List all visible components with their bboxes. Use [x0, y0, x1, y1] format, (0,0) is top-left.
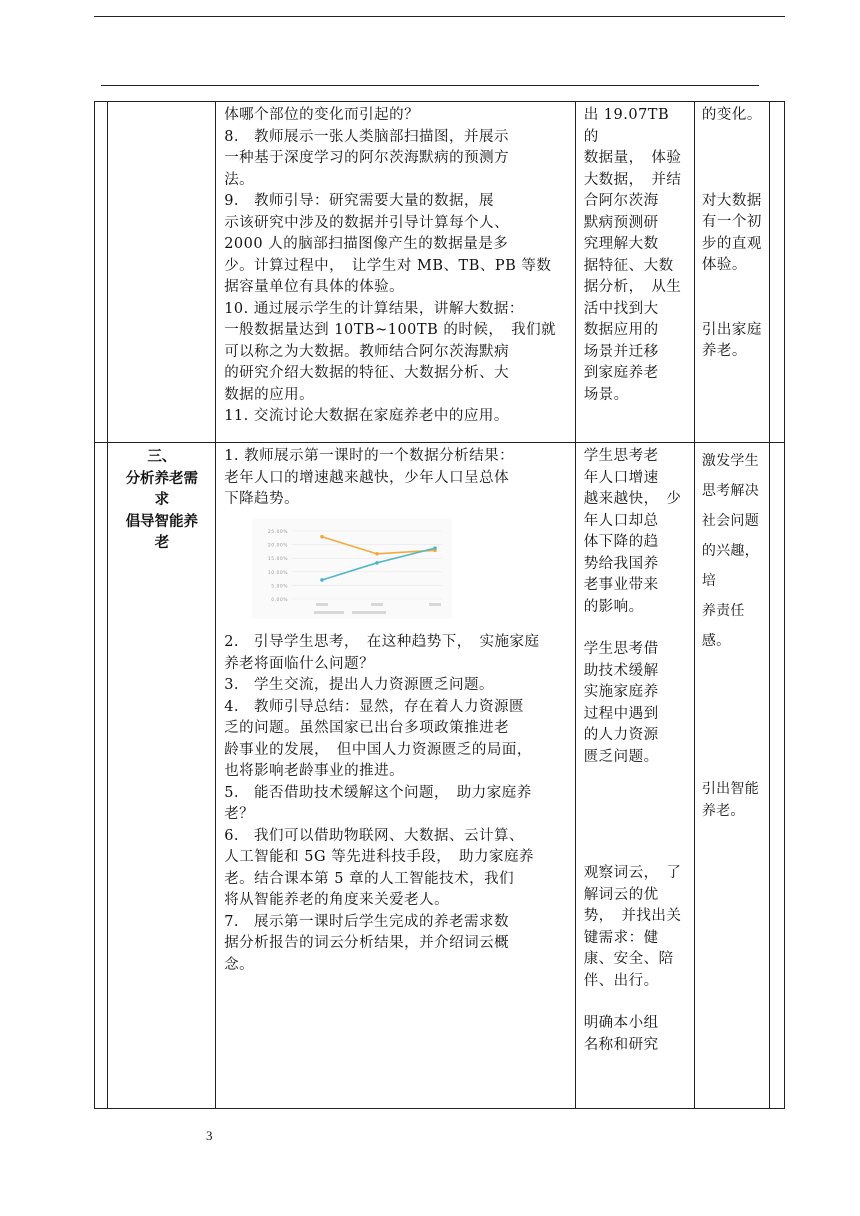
text-line: 3. 学生交流，提出人力资源匮乏问题。: [224, 677, 495, 693]
text-line: 有一个初: [701, 214, 762, 230]
text-line: 活中找到大: [583, 300, 659, 317]
text-line: 也将影响老龄事业的推进。: [224, 763, 405, 779]
legend-entry: [314, 611, 344, 614]
text-line: 老？: [224, 806, 255, 822]
data-point: [375, 561, 379, 565]
text-line: 匮乏问题。: [583, 748, 659, 765]
text-line: 伴、出行。: [583, 972, 659, 989]
text-line: 养责任感。: [701, 603, 745, 649]
text-line: 2. 引导学生思考， 在这种趋势下， 实施家庭: [224, 634, 540, 650]
text-line: 据容量单位有具体的体验。: [224, 279, 405, 295]
text-line: 1. 教师展示第一课时的一个数据分析结果：: [224, 448, 515, 464]
text-line: 明确本小组: [583, 1015, 659, 1031]
text-line: 10. 通过展示学生的计算结果，讲解大数据：: [224, 300, 524, 317]
activity-paragraph: [584, 446, 688, 618]
text-line: 出 19.07TB 的: [583, 107, 670, 145]
text-line: 据分析报告的词云分析结果，并介绍词云概: [224, 935, 510, 951]
text-line: 年人口却总: [583, 512, 659, 529]
text-line: 分析养老需: [125, 469, 199, 487]
header-rule-top: [94, 16, 785, 17]
text-line: 名称和研究: [583, 1036, 659, 1053]
text-line: 体验。: [701, 257, 747, 273]
text-line: 老: [154, 534, 170, 551]
activity-paragraph: [584, 639, 688, 768]
text-line: 的兴趣，培: [701, 543, 760, 589]
stage-cell: [108, 102, 216, 443]
text-line: 的研究介绍大数据的特征、大数据分析、大: [224, 365, 510, 381]
text-line: 养老。: [701, 343, 747, 359]
teacher-activity-text: [216, 102, 575, 428]
purpose-cell: [694, 102, 770, 443]
text-line: 7. 展示第一课时后学生完成的养老需求数: [224, 913, 510, 930]
text-line: 少。计算过程中， 让学生对 MB、TB、PB 等数: [224, 257, 552, 274]
text-line: 老事业带来: [583, 577, 659, 593]
text-line: 6. 我们可以借助物联网、大数据、云计算、: [224, 827, 525, 844]
text-line: 观察词云， 了: [583, 865, 682, 881]
activity-paragraph: [584, 1013, 688, 1056]
x-tick-label: [429, 603, 441, 606]
text-line: 引出智能: [701, 781, 760, 797]
text-line: 8. 教师展示一张人类脑部扫描图，并展示: [224, 128, 510, 145]
purpose-paragraph: [702, 105, 767, 127]
text-line: 数据应用的: [583, 322, 659, 338]
text-line: 倡导智能养: [125, 512, 199, 530]
text-line: 步的直观: [701, 235, 762, 252]
text-line: 养老将面临什么问题？: [224, 655, 375, 672]
y-tick-label: 5.00%: [271, 583, 289, 589]
teacher-activity-cell: [216, 102, 576, 443]
text-line: 年人口增速: [583, 469, 659, 486]
blank-cell: [95, 102, 108, 443]
student-activity-text: [576, 102, 694, 406]
text-line: 大数据， 并结: [583, 171, 682, 188]
text-line: 康、安全、陪: [583, 951, 674, 967]
text-line: 老。结合课本第 5 章的人工智能技术，我们: [224, 870, 515, 887]
page-number: 3: [206, 1128, 213, 1143]
text-line: 求: [154, 491, 170, 508]
text-line: 键需求：健: [583, 929, 659, 946]
text-line: 体哪个部位的变化而引起的？: [224, 107, 420, 123]
text-line: 据特征、大数: [583, 257, 674, 274]
lesson-plan-table: [94, 101, 785, 1109]
purpose-text: [695, 102, 770, 363]
stage-title: [108, 443, 215, 554]
y-tick-label: 10.00%: [268, 570, 289, 576]
text-line: 对大数据: [701, 192, 762, 209]
purpose-paragraph: [702, 320, 767, 363]
blank-cell: [95, 443, 108, 1109]
text-line: 养老。: [701, 803, 745, 819]
text-line: 学生思考借: [583, 641, 659, 657]
teacher-activity-cell: [216, 443, 576, 1109]
text-line: 龄事业的发展， 但中国人力资源匮乏的局面，: [224, 741, 532, 758]
text-line: 实施家庭养: [583, 684, 659, 700]
text-line: 合阿尔茨海: [583, 193, 659, 209]
purpose-cell: [694, 443, 770, 1109]
data-point: [433, 546, 437, 550]
text-line: 解词云的优: [583, 886, 659, 903]
text-line: 助技术缓解: [583, 662, 659, 679]
text-line: 老年人口的增速越来越快，少年人口呈总体: [224, 469, 510, 486]
data-point: [320, 534, 324, 538]
data-point: [320, 578, 324, 582]
text-line: 乏的问题。虽然国家已出台多项政策推进老: [224, 720, 510, 736]
table-row: [95, 102, 785, 443]
legend-entry: [352, 611, 386, 614]
text-line: 引出家庭: [701, 321, 762, 338]
teacher-activity-text: [216, 443, 575, 976]
text-line: 一种基于深度学习的阿尔茨海默病的预测方: [224, 150, 510, 166]
text-line: 激发学生: [701, 453, 760, 469]
text-line: 4. 教师引导总结：显然，存在着人力资源匮: [224, 698, 525, 715]
text-line: 究理解大数: [583, 236, 659, 252]
text-line: 思考解决: [701, 483, 760, 499]
student-activity-cell: [575, 102, 694, 443]
teacher-paragraph: [224, 632, 571, 976]
population-growth-chart: [252, 519, 571, 627]
text-line: 场景并迁移: [583, 343, 659, 360]
x-tick-label: [316, 603, 328, 606]
text-line: 社会问题: [701, 513, 760, 529]
teacher-paragraph: [224, 446, 571, 511]
text-line: 9. 教师引导：研究需要大量的数据，展: [224, 193, 495, 209]
blank-cell: [770, 443, 785, 1109]
text-line: 默病预测研: [583, 214, 659, 231]
text-line: 数据的应用。: [224, 386, 315, 403]
text-line: 场景。: [583, 386, 629, 403]
text-line: 法。: [224, 171, 255, 188]
text-line: 数据量， 体验: [583, 150, 682, 166]
student-activity-text: [576, 443, 694, 1056]
text-line: 体下降的趋: [583, 534, 659, 550]
y-tick-label: 0.00%: [271, 597, 289, 603]
y-tick-label: 15.00%: [268, 556, 289, 562]
text-line: 到家庭养老: [583, 365, 659, 381]
y-tick-label: 25.00%: [268, 529, 289, 535]
purpose-paragraph: [702, 778, 767, 822]
stage-cell: [108, 443, 216, 1109]
text-line: 可以称之为大数据。教师结合阿尔茨海默病: [224, 343, 510, 360]
blank-cell: [770, 102, 785, 443]
text-line: 势， 并找出关: [583, 908, 682, 924]
text-line: 学生思考老: [583, 448, 659, 464]
text-line: 势给我国养: [583, 555, 659, 572]
text-line: 一般数据量达到 10TB~100TB 的时候， 我们就: [224, 322, 557, 338]
text-line: 将从智能养老的角度来关爱老人。: [224, 892, 450, 908]
data-point: [375, 552, 379, 556]
x-tick-label: [371, 603, 383, 606]
purpose-text: [695, 443, 770, 822]
student-activity-cell: [575, 443, 694, 1109]
text-line: 11. 交流讨论大数据在家庭养老中的应用。: [224, 408, 509, 424]
text-line: 据分析， 从生: [583, 279, 682, 295]
text-line: 示该研究中涉及的数据并引导计算每个人、: [224, 214, 510, 231]
activity-paragraph: [584, 863, 688, 992]
text-line: 的变化。: [701, 107, 762, 123]
purpose-paragraph: [702, 191, 767, 277]
text-line: 2000 人的脑部扫描图像产生的数据量是多: [224, 236, 509, 252]
text-line: 过程中遇到: [583, 705, 659, 722]
header-rule-bottom: [101, 85, 759, 86]
line-chart: [252, 519, 452, 619]
text-line: 5. 能否借助技术缓解这个问题， 助力家庭养: [224, 784, 532, 801]
purpose-paragraph: [702, 446, 767, 656]
table-row: [95, 443, 785, 1109]
text-line: 越来越快， 少: [583, 491, 682, 507]
text-line: 的人力资源: [583, 727, 659, 743]
text-line: 三、: [147, 448, 177, 465]
text-line: 的影响。: [583, 598, 644, 615]
text-line: 人工智能和 5G 等先进科技手段， 助力家庭养: [224, 849, 534, 865]
text-line: 念。: [224, 956, 255, 973]
text-line: 下降趋势。: [224, 491, 300, 507]
y-tick-label: 20.00%: [268, 543, 289, 549]
